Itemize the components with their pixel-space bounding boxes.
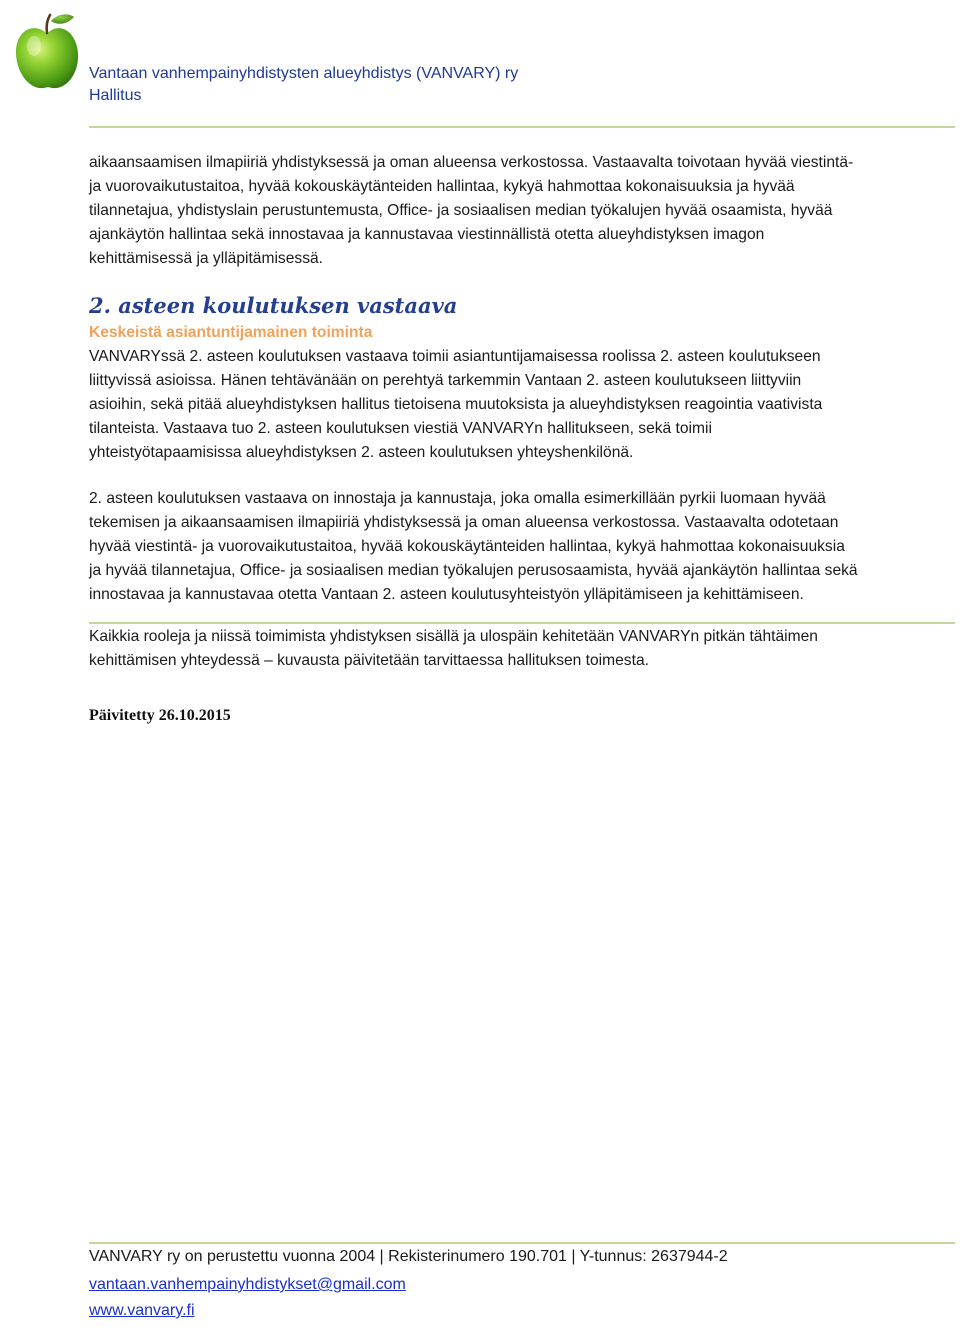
footer-website-link[interactable]: www.vanvary.fi [89,1302,195,1319]
updated-date: Päivitetty 26.10.2015 [89,707,231,724]
section-subheading: Keskeistä asiantuntijamainen toiminta [89,324,373,341]
role-description-paragraph: VANVARYssä 2. asteen koulutuksen vastaava toimii asiantuntijamaisessa roolissa 2. asteen koulutukseen liittyvissä asioissa. Hänen tehtävänään on perehtyä tarkemmin Vantaan 2. asteen koulutukseen liittyviin asioihin, sekä pitää alueyhdistyksen hallitus tietoisena muutoksista ja alueyhdistyksen reagointia vaativista tilanteista. Vastaava tuo 2. asteen koulutuksen viestiä VANVARYn hallitukseen, sekä toimii yhteistyötapaamisissa alueyhdistyksen 2. asteen koulutuksen yhteyshenkilönä. [89,348,823,461]
footer-divider [89,1242,955,1244]
closing-paragraph: Kaikkia rooleja ja niissä toimimista yhdistyksen sisällä ja ulospäin kehitetään VANVARYn pitkän tähtäimen kehittämisen yhteydessä – kuvausta päivitetään tarvittaessa hallituksen toimesta. [89,628,818,669]
header-divider [89,126,955,128]
footer-email-link[interactable]: vantaan.vanhempainyhdistykset@gmail.com [89,1276,406,1293]
content-divider [89,622,955,624]
board-label: Hallitus [89,87,142,104]
role-expectations-paragraph: 2. asteen koulutuksen vastaava on innostaja ja kannustaja, joka omalla esimerkillään pyrkii luomaan hyvää tekemisen ja aikaansaamisen ilmapiiriä yhdistyksessä ja oman alueensa verkostossa. Vastaavalta odotetaan hyvää viestintä- ja vuorovaikutustaitoa, hyvää kokouskäytänteiden hallintaa, kykyä hahmottaa kokonaisuuksia ja hyvää tilannetajua, Office- ja sosiaalisen median työkalujen perusosaamista, hyvää ajankäytön hallintaa sekä innostavaa ja kannustavaa otetta Vantaan 2. asteen koulutusyhteistyön ylläpitämiseen ja kehittämiseen. [89,490,858,603]
footer-registration-info: VANVARY ry on perustettu vuonna 2004 | Rekisterinumero 190.701 | Y-tunnus: 2637944-2 [89,1248,728,1265]
green-apple-icon [12,12,82,94]
intro-paragraph: aikaansaamisen ilmapiiriä yhdistyksessä ja oman alueensa verkostossa. Vastaavalta toivotaan hyvää viestintä- ja vuorovaikutustaitoa, hyvää kokouskäytänteiden hallintaa, kykyä hahmottaa kokonaisuuksia ja hyvää tilannetajua, yhdistyslain perustuntemusta, Office- ja sosiaalisen median työkalujen hyvää osaamista, hyvää ajankäytön hallintaa sekä innostavaa ja kannustavaa viestinnällistä otetta alueyhdistyksen imagon kehittämisessä ja ylläpitämisessä. [89,154,854,267]
section-heading: 2. asteen koulutuksen vastaava [89,293,458,318]
organization-name: Vantaan vanhempainyhdistysten alueyhdistys (VANVARY) ry [89,65,519,82]
